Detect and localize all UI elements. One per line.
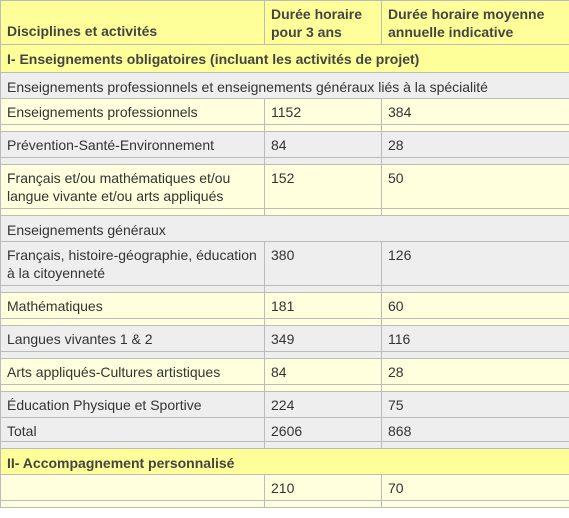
spacer-row xyxy=(1,158,569,165)
row-label: Langues vivantes 1 & 2 xyxy=(1,326,265,352)
row-annual: 75 xyxy=(382,392,569,418)
section-row xyxy=(1,45,569,73)
table-row xyxy=(1,165,569,209)
row-total: 181 xyxy=(265,293,382,319)
header-duree-3-ans: Durée horaire pour 3 ans xyxy=(265,1,382,45)
row-label: Éducation Physique et Sportive xyxy=(1,392,265,418)
header-duree-annuelle: Durée horaire moyenne annuelle indicative xyxy=(382,1,569,45)
total-annual: 868 xyxy=(382,418,569,442)
row-annual: 28 xyxy=(382,359,569,385)
row-label: Mathématiques xyxy=(1,293,265,319)
spacer-row xyxy=(1,209,569,216)
table-row xyxy=(1,293,569,319)
table-row xyxy=(1,132,569,158)
total-value: 2606 xyxy=(265,418,382,442)
spacer-row xyxy=(1,352,569,359)
spacer-row xyxy=(1,286,569,293)
row-label: Prévention-Santé-Environnement xyxy=(1,132,265,158)
row-label: Enseignements professionnels xyxy=(1,99,265,125)
group-title: Enseignements généraux xyxy=(1,216,569,242)
row-total: 380 xyxy=(265,242,382,286)
row-annual: 70 xyxy=(382,475,569,501)
row-annual: 28 xyxy=(382,132,569,158)
row-label: Français et/ou mathématiques et/ou langue vivante et/ou arts appliqués xyxy=(1,165,265,209)
group-title: Enseignements professionnels et enseignements généraux liés à la spécialité xyxy=(1,73,569,99)
row-label: Arts appliqués-Cultures artistiques xyxy=(1,359,265,385)
spacer-row xyxy=(1,385,569,392)
section-title: I- Enseignements obligatoires (incluant les activités de projet) xyxy=(1,45,569,73)
table-row xyxy=(1,99,569,125)
row-annual: 60 xyxy=(382,293,569,319)
table-row xyxy=(1,475,569,501)
total-row xyxy=(1,418,569,442)
row-annual: 116 xyxy=(382,326,569,352)
spacer-row xyxy=(1,501,569,508)
header-disciplines: Disciplines et activités xyxy=(1,1,265,45)
row-label xyxy=(1,475,265,501)
row-total: 1152 xyxy=(265,99,382,125)
row-total: 210 xyxy=(265,475,382,501)
row-total: 349 xyxy=(265,326,382,352)
section-title: II- Accompagnement personnalisé xyxy=(1,449,569,475)
spacer-row xyxy=(1,442,569,449)
row-total: 84 xyxy=(265,359,382,385)
table-row xyxy=(1,359,569,385)
section-row xyxy=(1,449,569,475)
header-row xyxy=(1,1,569,45)
row-annual: 126 xyxy=(382,242,569,286)
group-row xyxy=(1,73,569,99)
total-label: Total xyxy=(1,418,265,442)
spacer-row xyxy=(1,319,569,326)
row-annual: 50 xyxy=(382,165,569,209)
row-label: Français, histoire-géographie, éducation à la citoyenneté xyxy=(1,242,265,286)
row-total: 84 xyxy=(265,132,382,158)
row-total: 224 xyxy=(265,392,382,418)
spacer-row xyxy=(1,125,569,132)
table-row xyxy=(1,392,569,418)
table-row xyxy=(1,242,569,286)
row-total: 152 xyxy=(265,165,382,209)
group-row xyxy=(1,216,569,242)
table-row xyxy=(1,326,569,352)
row-annual: 384 xyxy=(382,99,569,125)
